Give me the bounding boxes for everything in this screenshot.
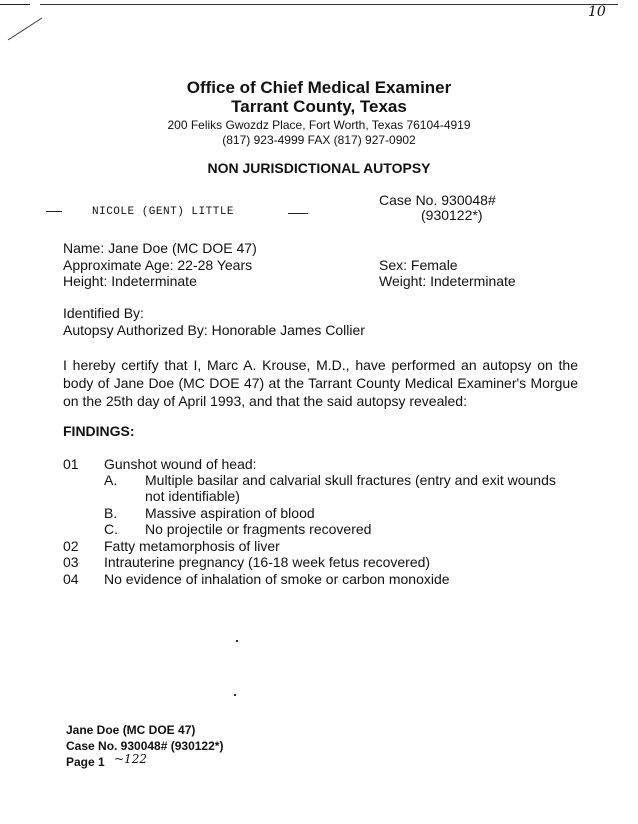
subject-age: Approximate Age: 22-28 Years (63, 257, 253, 273)
finding-number: 02 (63, 538, 79, 554)
findings-heading: FINDINGS: (63, 423, 135, 439)
county-title: Tarrant County, Texas (231, 97, 407, 116)
footer-page: Page 1 (66, 755, 105, 769)
subject-name: Name: Jane Doe (MC DOE 47) (63, 240, 257, 256)
footer-name: Jane Doe (MC DOE 47) (66, 723, 196, 737)
finding-number: 04 (63, 571, 79, 587)
subfinding-letter: B. (104, 505, 118, 521)
subject-sex: Sex: Female (379, 257, 458, 273)
typed-name: NICOLE (GENT) LITTLE (92, 206, 235, 218)
subfinding-text: Multiple basilar and calvarial skull fractures (entry and exit wounds (145, 472, 556, 488)
subfinding-letter: A. (104, 472, 118, 488)
scan-slash-mark (6, 14, 46, 44)
finding-text: Gunshot wound of head: (104, 456, 257, 472)
case-number: Case No. 930048# (379, 192, 496, 208)
finding-number: 03 (63, 554, 79, 570)
footer-case: Case No. 930048# (930122*) (66, 739, 224, 753)
authorized-by: Autopsy Authorized By: Honorable James Collier (63, 322, 365, 338)
finding-text: Intrauterine pregnancy (16-18 week fetus recovered) (104, 554, 431, 570)
dash-left (46, 211, 62, 212)
subfinding-text-cont: not identifiable) (145, 488, 240, 504)
office-title: Office of Chief Medical Examiner (186, 78, 452, 97)
document-title: NON JURISDICTIONAL AUTOPSY (207, 160, 431, 176)
finding-text: Fatty metamorphosis of liver (104, 538, 280, 554)
scan-speck (236, 640, 238, 642)
phone-line: (817) 923-4999 FAX (817) 927-0902 (222, 133, 416, 147)
subfinding-text: Massive aspiration of blood (145, 505, 315, 521)
scan-artifact-line (0, 4, 30, 5)
subfinding-letter: C. (104, 521, 118, 537)
finding-number: 01 (63, 456, 79, 472)
handwritten-page-number: 10 (588, 4, 606, 20)
scan-speck (234, 694, 236, 696)
subject-height: Height: Indeterminate (63, 273, 197, 289)
handwritten-mark: ~122 (114, 752, 147, 766)
finding-text: No evidence of inhalation of smoke or carbon monoxide (104, 571, 450, 587)
subject-weight: Weight: Indeterminate (379, 273, 516, 289)
address-line: 200 Feliks Gwozdz Place, Fort Worth, Texas 76104-4919 (167, 118, 471, 132)
top-border-line (40, 4, 618, 5)
alt-case-number: (930122*) (421, 207, 483, 223)
subfinding-text: No projectile or fragments recovered (145, 521, 372, 537)
identified-by: Identified By: (63, 305, 144, 321)
certification-paragraph: I hereby certify that I, Marc A. Krouse, M.D., have performed an autopsy on the body of Jane Doe (MC DOE 47) at the Tarrant County Medical Examiner's Morgue on the 25th day of April 1993, and that the said autopsy revealed: (63, 357, 578, 409)
dash-right (288, 213, 308, 214)
